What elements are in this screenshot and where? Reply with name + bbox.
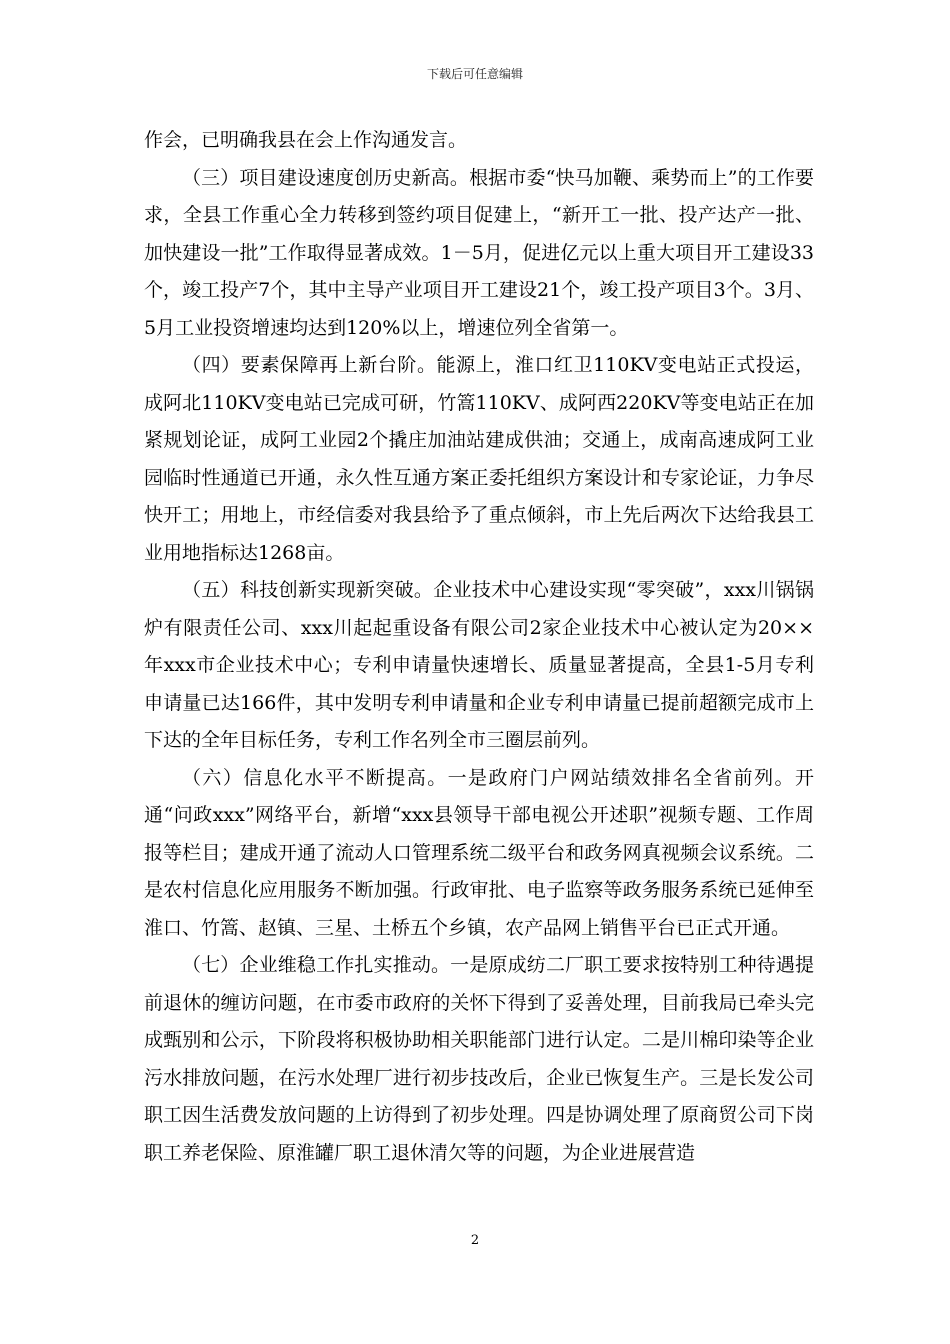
paragraph-enterprise-stability: （七）企业维稳工作扎实推动。一是原成纺二厂职工要求按特别工种待遇提前退休的缠访问题，在市委市政府的关怀下得到了妥善处理，目前我局已牵头完成甄别和公示，下阶段将积极协助相关职能部门进行认定。二是川棉印染等企业污水排放问题，在污水处理厂进行初步技改后，企业已恢复生产。三是长发公司职工因生活费发放问题的上访得到了初步处理。四是协调处理了原商贸公司下岗职工养老保险、原淮罐厂职工退休清欠等的问题，为企业进展营造 xyxy=(144,954,814,1164)
paragraph-informatization: （六）信息化水平不断提高。一是政府门户网站绩效排名全省前列。开通“问政xxx”网络平台，新增“xxx县领导干部电视公开述职”视频专题、工作周报等栏目；建成开通了流动人口管理系统二级平台和政务网真视频会议系统。二是农村信息化应用服务不断加强。行政审批、电子监察等政务服务系统已延伸至淮口、竹篙、赵镇、三星、土桥五个乡镇，农产品网上销售平台已正式开通。 xyxy=(144,766,814,939)
paragraph-continuation: 作会，已明确我县在会上作沟通发言。 xyxy=(144,129,468,151)
document-body xyxy=(144,122,814,1172)
paragraph-factor-guarantee: （四）要素保障再上新台阶。能源上，淮口红卫110KV变电站正式投运，成阿北110KV变电站已完成可研，竹篙110KV、成阿西220KV等变电站正在加紧规划论证，成阿工业园2个撬庄加油站建成供油；交通上，成南高速成阿工业园临时性通道已开通，永久性互通方案正委托组织方案设计和专家论证，力争尽快开工；用地上，市经信委对我县给予了重点倾斜，市上先后两次下达给我县工业用地指标达1268亩。 xyxy=(144,354,814,564)
page-header: 下载后可任意编辑 xyxy=(426,67,523,81)
page-number: 2 xyxy=(470,1233,480,1248)
paragraph-project-construction: （三）项目建设速度创历史新高。根据市委“快马加鞭、乘势而上”的工作要求，全县工作重心全力转移到签约项目促建上，“新开工一批、投产达产一批、加快建设一批”工作取得显著成效。1－5月，促进亿元以上重大项目开工建设33个，竣工投产7个，其中主导产业项目开工建设21个，竣工投产项目3个。3月、5月工业投资增速均达到120%以上，增速位列全省第一。 xyxy=(144,166,814,339)
paragraph-tech-innovation: （五）科技创新实现新突破。企业技术中心建设实现“零突破”，xxx川锅锅炉有限责任公司、xxx川起起重设备有限公司2家企业技术中心被认定为20××年xxx市企业技术中心；专利申请量快速增长、质量显著提高，全县1-5月专利申请量已达166件，其中发明专利申请量和企业专利申请量已提前超额完成市上下达的全年目标任务，专利工作名列全市三圈层前列。 xyxy=(144,579,814,751)
